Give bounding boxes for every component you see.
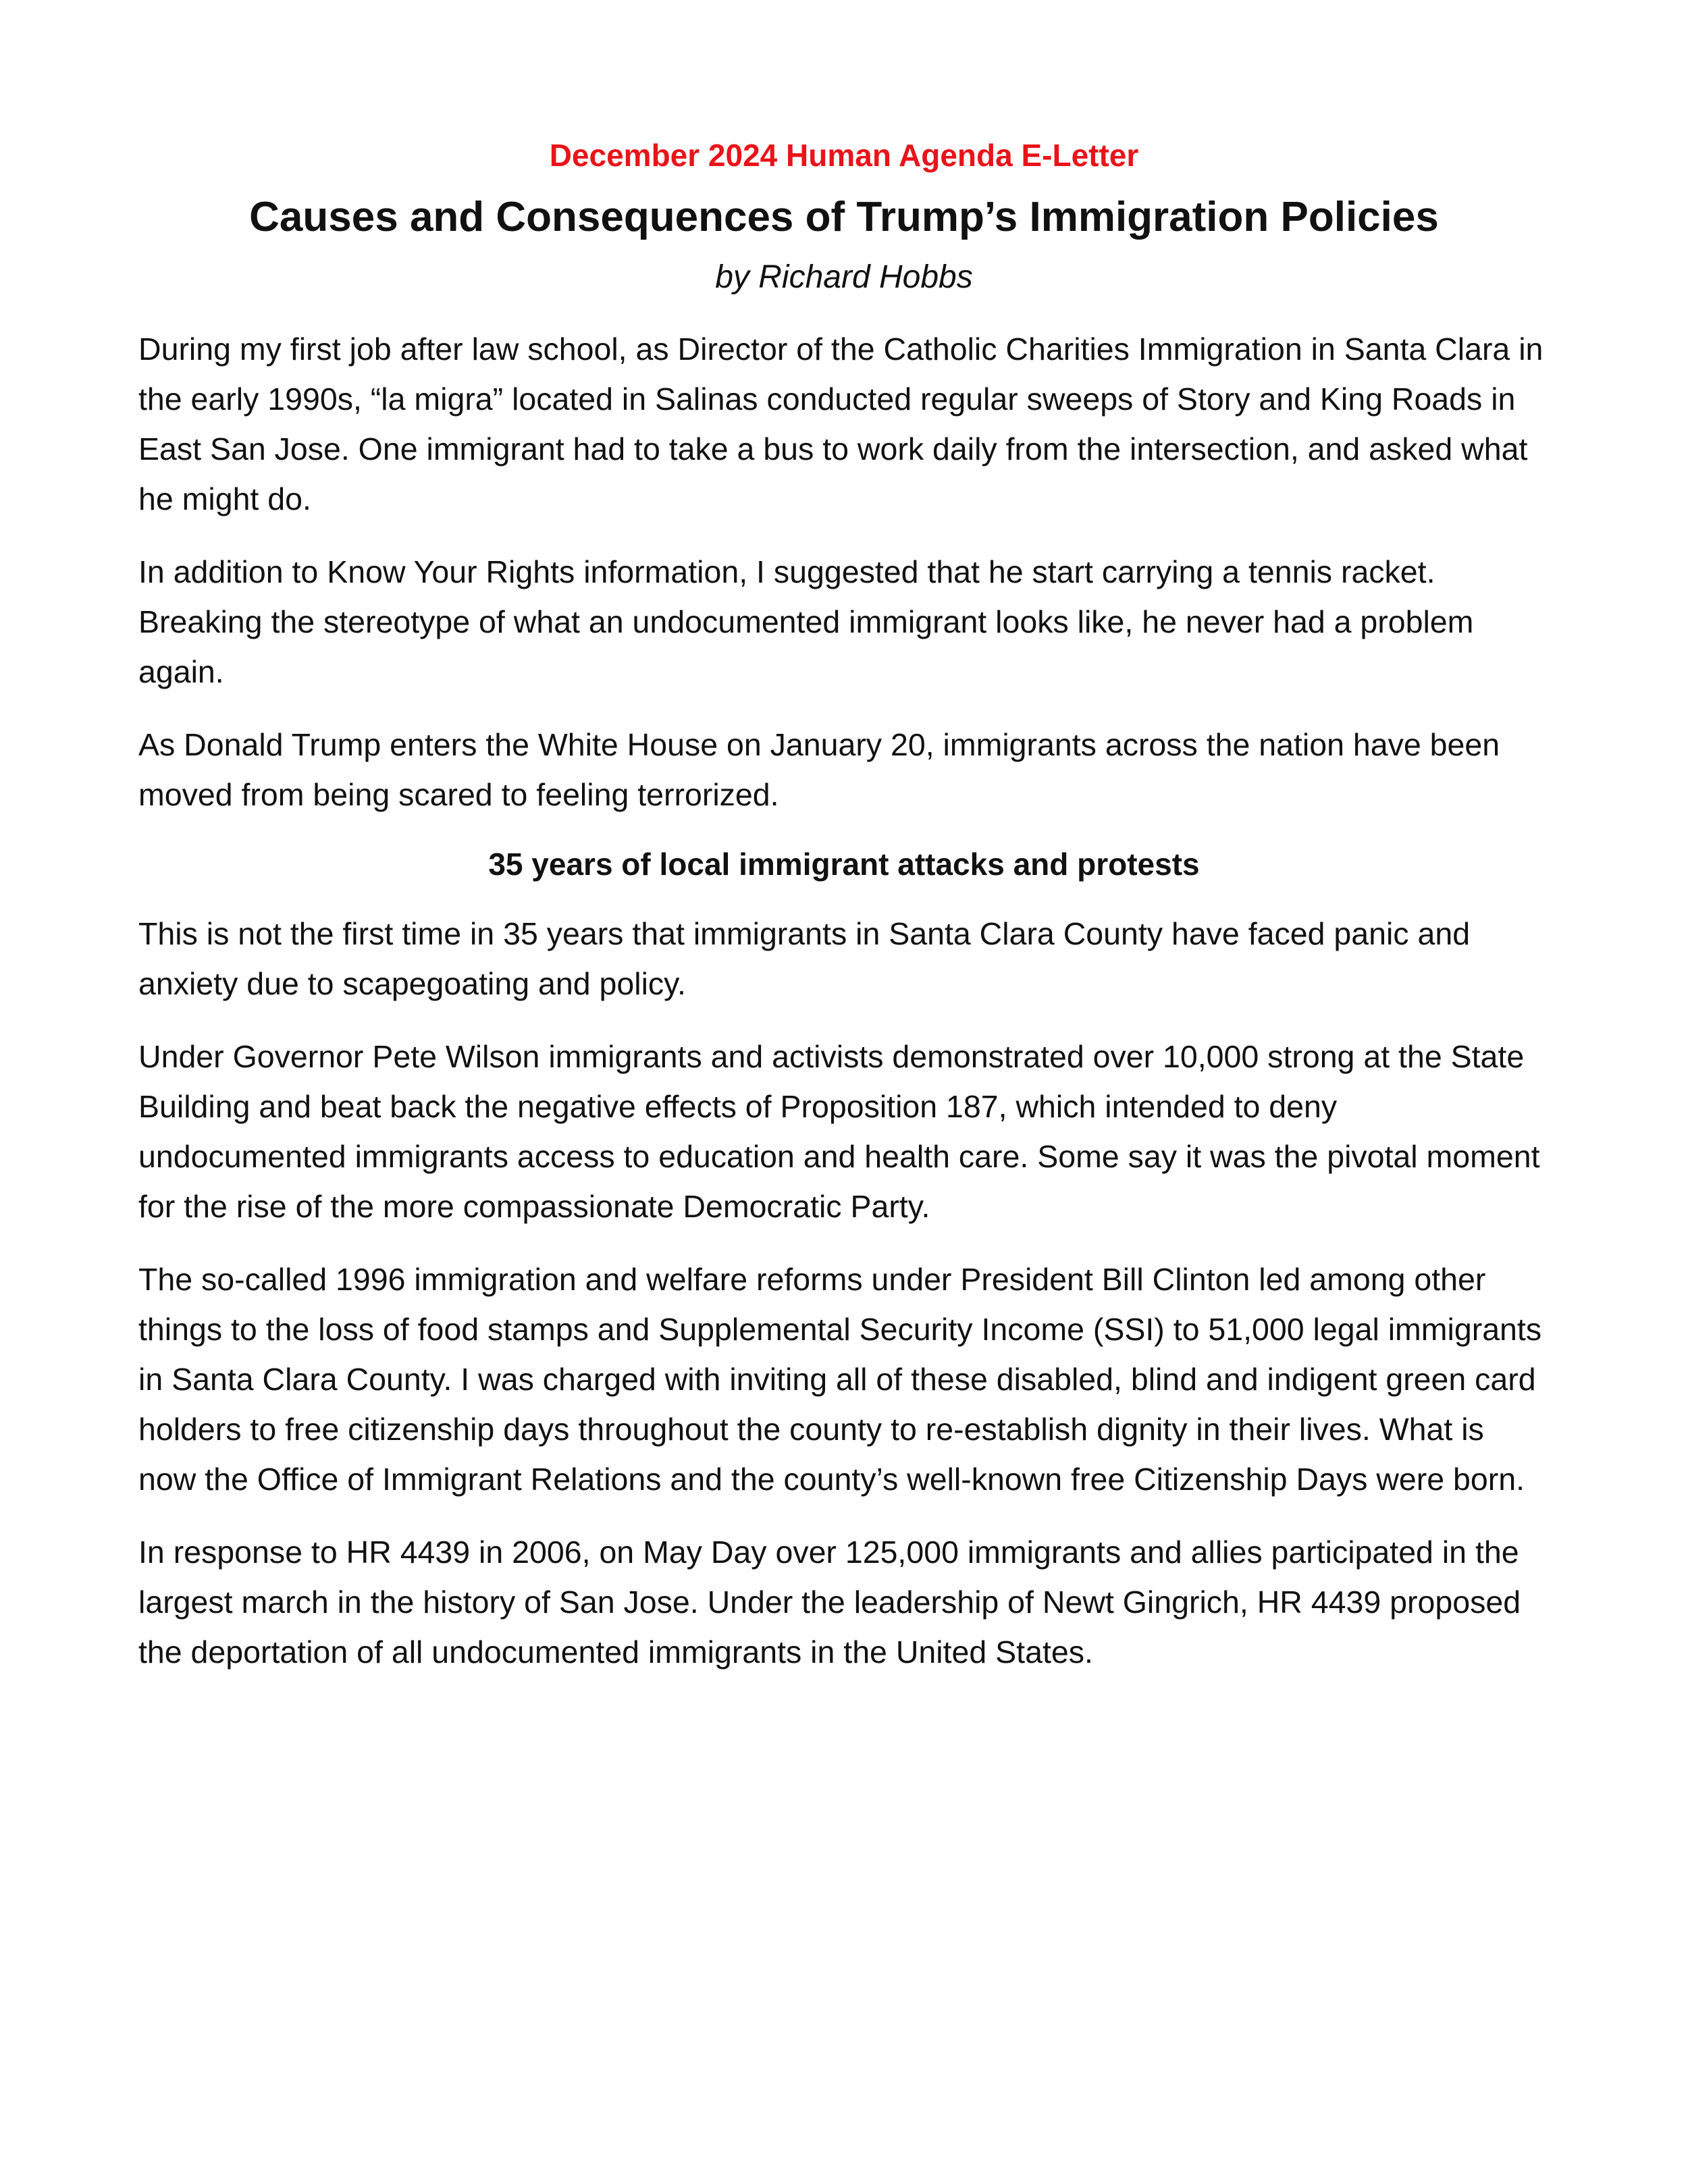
eletter-label: December 2024 Human Agenda E-Letter: [549, 138, 1139, 173]
paragraph: During my first job after law school, as Director of the Catholic Charities Immigration in Santa Clara in the early 1990s, “la migra” located in Salinas conducted regular sweeps of Story and King Roads in East San Jose. One immigrant had to take a bus to work daily from the intersection, and asked what he might do.: [138, 331, 1544, 516]
paragraph: This is not the first time in 35 years that immigrants in Santa Clara County have faced panic and anxiety due to scapegoating and policy.: [138, 916, 1471, 1001]
article-title: Causes and Consequences of Trump’s Immigration Policies: [249, 194, 1439, 240]
article-byline: by Richard Hobbs: [715, 259, 973, 295]
section-heading: 35 years of local immigrant attacks and protests: [488, 847, 1200, 882]
paragraph: Under Governor Pete Wilson immigrants and activists demonstrated over 10,000 strong at the State Building and beat back the negative effects of Proposition 187, which intended to deny undocumented immigrants access to education and health care. Some say it was the pivotal moment for the rise of the more compassionate Democratic Party.: [138, 1039, 1540, 1224]
paragraph: In addition to Know Your Rights information, I suggested that he start carrying a tennis racket. Breaking the stereotype of what an undocumented immigrant looks like, he never had a problem again.: [138, 554, 1474, 689]
paragraph: As Donald Trump enters the White House on January 20, immigrants across the nation have been moved from being scared to feeling terrorized.: [138, 727, 1500, 812]
article-body: [138, 135, 1550, 1700]
paragraph: The so-called 1996 immigration and welfare reforms under President Bill Clinton led among other things to the loss of food stamps and Supplemental Security Income (SSI) to 51,000 legal immigrants in Santa Clara County. I was charged with inviting all of these disabled, blind and indigent green card holders to free citizenship days throughout the county to re-establish dignity in their lives. What is now the Office of Immigrant Relations and the county’s well-known free Citizenship Days were born.: [138, 1262, 1542, 1497]
paragraph: In response to HR 4439 in 2006, on May Day over 125,000 immigrants and allies participated in the largest march in the history of San Jose. Under the leadership of Newt Gingrich, HR 4439 proposed the deportation of all undocumented immigrants in the United States.: [138, 1535, 1521, 1670]
